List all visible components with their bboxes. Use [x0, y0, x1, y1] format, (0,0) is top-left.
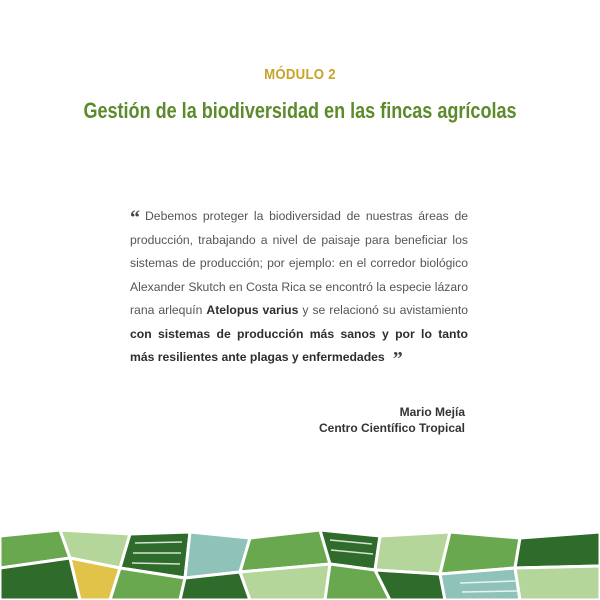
open-quote-icon: “: [130, 207, 140, 229]
field-pattern-banner: [0, 528, 600, 600]
author-organization: Centro Científico Tropical: [318, 421, 465, 435]
attribution: [319, 404, 465, 436]
quote-text-part3: con sistemas de producción más sanos y por lo tanto más resilientes ante plagas y enfermedades: [130, 326, 468, 364]
quote-text-part2: y se relacionó su avistamiento: [298, 303, 468, 317]
author-name: Mario Mejía: [399, 405, 465, 419]
quote-text-part1: Debemos proteger la biodiversidad de nuestras áreas de producción, trabajando a nivel de paisaje para beneficiar los sistemas de producción; por ejemplo: en el corredor biológico Alexander Skutch en Costa Rica se encontró la especie lázaro rana arlequín: [130, 209, 468, 317]
module-number: MÓDULO 2: [264, 66, 336, 83]
module-title: Gestión de la biodiversidad en las fincas agrícolas: [83, 98, 517, 123]
quote-block: [130, 205, 468, 370]
field-pattern-illustration: [0, 528, 600, 600]
species-name: Atelopus varius: [206, 303, 299, 317]
close-quote-icon: ”: [392, 348, 403, 370]
